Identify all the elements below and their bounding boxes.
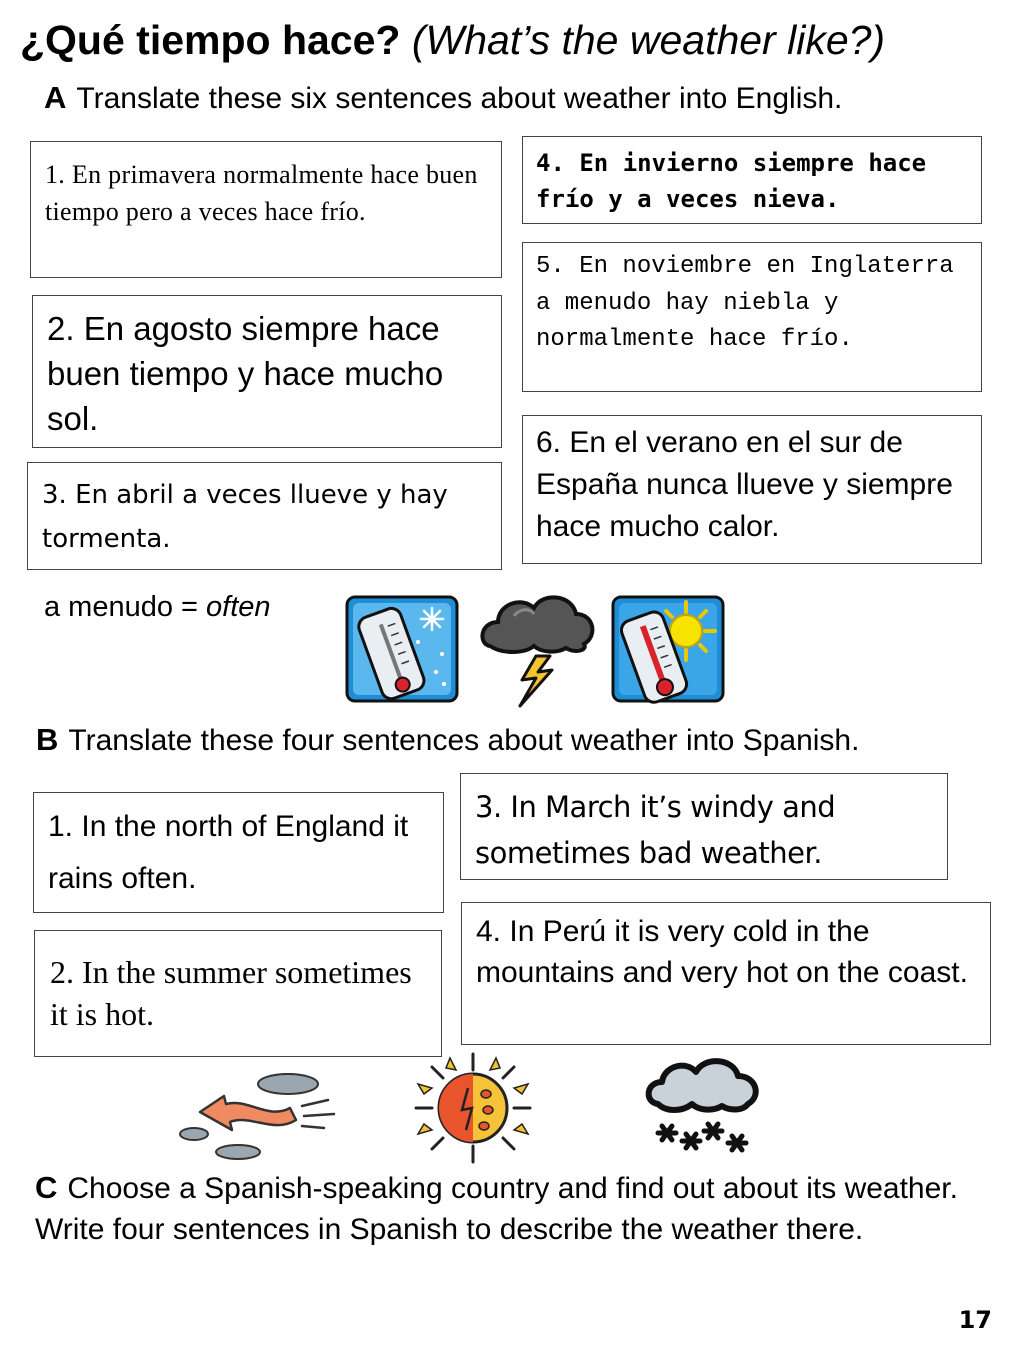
section-a-letter: A: [44, 80, 67, 115]
hot-thermometer-icon: [610, 594, 726, 704]
storm-cloud-icon: [476, 588, 600, 708]
sentence-a3: 3. En abril a veces llueve y hay tormenta.: [27, 462, 502, 570]
section-a-text: Translate these six sentences about weather into English.: [76, 82, 843, 115]
sentence-a1: 1. En primavera normalmente hace buen tiempo pero a veces hace frío.: [30, 141, 502, 278]
section-b-letter: B: [36, 722, 59, 757]
section-c-letter: C: [35, 1170, 58, 1205]
sentence-b1: 1. In the north of England it rains often.: [33, 792, 444, 913]
snow-cloud-icon: [642, 1054, 768, 1170]
title-spanish: ¿Qué tiempo hace?: [20, 17, 401, 63]
sun-icon: [410, 1050, 536, 1166]
section-c-instruction: [35, 1167, 985, 1250]
sentence-b2: 2. In the summer sometimes it is hot.: [34, 930, 442, 1057]
cold-thermometer-icon: [344, 594, 460, 704]
page-number: 17: [958, 1306, 992, 1334]
sentence-a4: 4. En invierno siempre hace frío y a veces nieva.: [522, 136, 982, 224]
sentence-a2: 2. En agosto siempre hace buen tiempo y hace mucho sol.: [32, 295, 502, 448]
section-c-text: Choose a Spanish-speaking country and find out about its weather. Write four sentences in Spanish to describe the weather there.: [35, 1172, 958, 1246]
vocab-note: [44, 590, 271, 624]
sentence-a6: 6. En el verano en el sur de España nunca llueve y siempre hace mucho calor.: [522, 415, 982, 564]
wind-icon: [178, 1068, 338, 1160]
sentence-b3: 3. In March it’s windy and sometimes bad weather.: [460, 773, 948, 880]
sentence-a5: 5. En noviembre en Inglaterra a menudo hay niebla y normalmente hace frío.: [522, 242, 982, 392]
vocab-meaning: often: [206, 591, 271, 623]
section-a-instruction: [44, 80, 842, 117]
vocab-term: a menudo =: [44, 591, 207, 623]
sentence-b4: 4. In Perú it is very cold in the mountains and very hot on the coast.: [461, 902, 991, 1045]
title-english: (What’s the weather like?): [411, 17, 886, 63]
section-b-text: Translate these four sentences about weather into Spanish.: [68, 724, 860, 757]
section-b-instruction: [36, 722, 859, 759]
page-title: [20, 14, 885, 66]
